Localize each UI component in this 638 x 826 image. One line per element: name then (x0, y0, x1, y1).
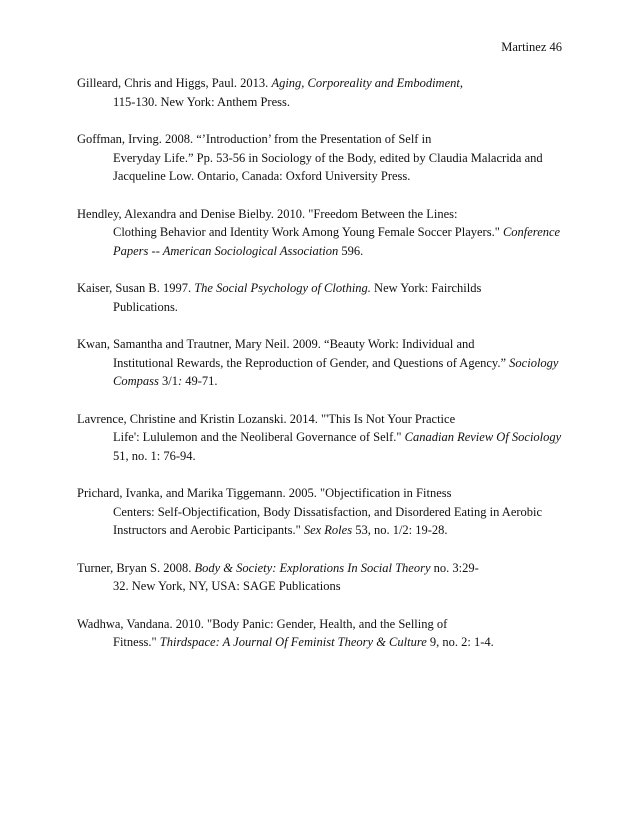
reference-line (77, 167, 567, 186)
reference-line (77, 223, 567, 242)
reference-text: Hendley, Alexandra and Denise Bielby. 2010. "Freedom Between the Lines: (77, 206, 458, 221)
reference-entry (77, 205, 567, 261)
reference-line (77, 484, 567, 503)
reference-entry (77, 74, 567, 111)
reference-line (77, 428, 567, 447)
reference-line (77, 372, 567, 391)
reference-line (77, 503, 567, 522)
reference-text: Clothing Behavior and Identity Work Among Young Female Soccer Players." (113, 225, 503, 239)
reference-text: Everyday Life.” Pp. 53-56 in Sociology of the Body, edited by Claudia Malacrida and (113, 150, 543, 165)
italic-text: Canadian Review Of Sociology (404, 430, 562, 444)
reference-entry (77, 615, 567, 652)
reference-text: Gilleard, Chris and Higgs, Paul. 2013. (77, 76, 272, 90)
reference-list (77, 74, 567, 671)
italic-text: Sex Roles (303, 523, 353, 537)
italic-text: Conference (502, 225, 561, 239)
reference-line (77, 521, 567, 540)
reference-text: Instructors and Aerobic Participants." (113, 523, 304, 537)
reference-text: 3/1 (158, 374, 178, 388)
reference-text: 596. (338, 243, 364, 258)
reference-text: Turner, Bryan S. 2008. (77, 560, 195, 575)
reference-text: Publications. (113, 299, 178, 314)
italic-text: Sociology (509, 355, 559, 370)
reference-line (77, 447, 567, 466)
reference-line (77, 410, 567, 429)
reference-line (77, 242, 567, 261)
reference-entry (77, 410, 567, 466)
italic-text: Papers -- American Sociological Association (113, 243, 339, 258)
reference-line (77, 74, 567, 93)
reference-line (77, 577, 567, 596)
reference-text: 115-130. New York: Anthem Press. (113, 94, 290, 109)
reference-text: Jacqueline Low. Ontario, Canada: Oxford University Press. (113, 169, 411, 183)
reference-line (77, 205, 567, 224)
italic-text: Thirdspace: A Journal Of Feminist Theory & Culture (159, 635, 427, 649)
reference-line (77, 279, 567, 298)
reference-text: Lavrence, Christine and Kristin Lozanski. 2014. "'This Is Not Your Practice (77, 411, 456, 426)
italic-text: : (177, 374, 183, 388)
reference-text: 32. New York, NY, USA: SAGE Publications (113, 579, 341, 593)
reference-entry (77, 130, 567, 186)
reference-text: Institutional Rewards, the Reproduction of Gender, and Questions of Agency.” (113, 355, 510, 370)
reference-entry (77, 559, 567, 596)
reference-text: Wadhwa, Vandana. 2010. "Body Panic: Gender, Health, and the Selling of (77, 616, 448, 631)
reference-text: Kwan, Samantha and Trautner, Mary Neil. 2009. “Beauty Work: Individual and (77, 337, 475, 351)
reference-line (77, 633, 567, 652)
reference-text: 51, no. 1: 76-94. (113, 448, 196, 463)
reference-text: 53, no. 1/2: 19-28. (352, 523, 448, 537)
reference-text: no. 3:29- (430, 560, 479, 575)
reference-text: Goffman, Irving. 2008. “’Introduction’ from the Presentation of Self in (77, 132, 432, 146)
reference-text: 49-71. (182, 374, 218, 388)
reference-entry (77, 335, 567, 391)
italic-text: Body & Society: Explorations In Social Theory (194, 560, 431, 575)
italic-text: Compass (113, 374, 159, 388)
reference-entry (77, 279, 567, 316)
reference-line (77, 93, 567, 112)
reference-text: 9, no. 2: 1-4. (426, 635, 494, 649)
reference-text: Kaiser, Susan B. 1997. (77, 281, 195, 295)
reference-text: Centers: Self-Objectification, Body Dissatisfaction, and Disordered Eating in Aerobic (113, 504, 543, 519)
reference-line (77, 298, 567, 317)
reference-text: Fitness." (113, 635, 160, 649)
italic-text: The Social Psychology of Clothing. (194, 281, 371, 295)
reference-line (77, 354, 567, 373)
reference-entry (77, 484, 567, 540)
italic-text: Aging, Corporeality and Embodiment, (271, 76, 463, 90)
reference-line (77, 559, 567, 578)
reference-line (77, 149, 567, 168)
reference-text: Prichard, Ivanka, and Marika Tiggemann. 2005. "Objectification in Fitness (77, 486, 452, 500)
page-header-label: Martinez 46 (501, 40, 562, 54)
reference-line (77, 335, 567, 354)
reference-text: Life': Lululemon and the Neoliberal Governance of Self." (113, 430, 405, 444)
reference-line (77, 130, 567, 149)
reference-line (77, 615, 567, 634)
reference-text: New York: Fairchilds (370, 281, 482, 295)
